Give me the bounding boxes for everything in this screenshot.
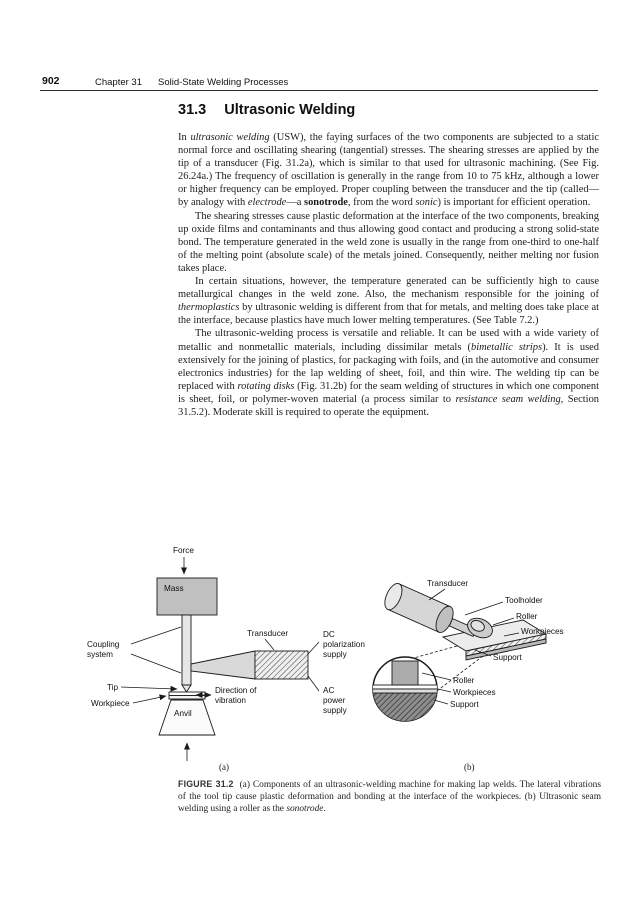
figure-diagram	[85, 543, 600, 778]
tip-pointer-arrow	[121, 687, 177, 689]
pointer-line	[131, 654, 181, 673]
pointer-line	[429, 589, 445, 600]
ac-supply-label-line1: AC	[323, 686, 335, 695]
sublabel-a: (a)	[219, 762, 229, 772]
toolholder-label: Toolholder	[505, 596, 543, 605]
direction-label-line2: vibration	[215, 696, 246, 705]
inset-roller	[392, 661, 418, 685]
running-head	[0, 75, 636, 89]
pointer-line	[465, 602, 503, 615]
workpieces-label: Workpieces	[521, 627, 564, 636]
diagram-b	[369, 579, 564, 772]
paragraph-1: In ultrasonic welding (USW), the faying surfaces of the two components are subjected to a static normal force and oscillating shearing (tangential) stresses. The shearing stresses are applied by the tip of a transducer (Fig. 31.2a), which is similar to that used for ultrasonic machining. (See Fig. 26.24a.) The frequency of oscillation is generally in the range from 10 to 75 kHz, although a lower or higher frequency can be employed. Proper coupling between the transducer and the tip (called—by analogy with electrode—a sonotrode, from the word sonic) is important for efficient operation.	[178, 132, 599, 209]
force-label: Force	[173, 546, 194, 555]
inset-support-label: Support	[450, 700, 479, 709]
dc-supply-label-line2: polarization	[323, 640, 365, 649]
body-text	[178, 131, 599, 419]
dc-lead-wire	[308, 642, 319, 654]
sublabel-b: (b)	[464, 762, 475, 772]
transducer-horn	[191, 651, 255, 679]
tip-shape	[182, 685, 191, 692]
paragraph-3: In certain situations, however, the temperature generated can be sufficiently high to cause metallurgical changes in the weld zone. Also, the mechanism responsible for the joining of thermoplastics by ultrasonic welding is different from that for metals, and melting does take place at the interface, because plastics have much lower melting temperatures. (See Table 7.2.)	[178, 276, 599, 327]
tip-label: Tip	[107, 683, 119, 692]
section-title: Ultrasonic Welding	[224, 102, 356, 118]
section-heading	[178, 102, 355, 118]
inset-workpiece-upper	[369, 685, 441, 689]
chapter-number: Chapter 31	[95, 76, 143, 88]
inset-workpiece-lower	[369, 689, 441, 693]
dc-supply-label-line3: supply	[323, 650, 347, 659]
dc-supply-label-line1: DC	[323, 630, 335, 639]
ac-supply-label-line3: supply	[323, 706, 347, 715]
workpiece-lower	[169, 696, 205, 700]
diagram-a	[87, 546, 365, 772]
transducer-a-label: Transducer	[247, 629, 289, 638]
anvil-label: Anvil	[174, 709, 192, 718]
ac-supply-label-line2: power	[323, 696, 346, 705]
inset-workpieces-label: Workpieces	[453, 688, 496, 697]
roller-label: Roller	[516, 612, 538, 621]
header-rule	[40, 90, 598, 91]
coupling-shaft	[182, 615, 191, 685]
inset-roller-label: Roller	[453, 676, 475, 685]
transducer-b-label: Transducer	[427, 579, 469, 588]
paragraph-4: The ultrasonic-welding process is versatile and reliable. It can be used with a wide variety of metallic and nonmetallic materials, including dissimilar metals (bimetallic strips). It is used extensively for the joining of plastics, for packaging with foils, and (in the automotive and consumer electronics industries) for the lap welding of sheet, foil, and thin wire. The welding tip can be replaced with rotating disks (Fig. 31.2b) for the seam welding of structures in which one component is sheet, foil, or polymer-woven material (a process similar to resistance seam welding, Section 31.5.2). Moderate skill is required to operate the equipment.	[178, 328, 600, 418]
paragraph-2: The shearing stresses cause plastic deformation at the interface of the two components, breaking up oxide films and contaminants and thus allowing good contact and producing a strong solid-state bond. The temperature generated in the weld zone is usually in the range from one-third to one-half of the melting point (absolute scale) of the metals joined. Consequently, neither melting nor fusion takes place.	[178, 210, 599, 274]
pointer-line	[438, 689, 451, 692]
pointer-line	[265, 639, 274, 650]
figure-caption-text: (a) Components of an ultrasonic-welding machine for making lap welds. The lateral vibrations of the tool tip cause plastic deformation and bonding at the interface of the workpieces. (b) Ultrasonic seam welding using a roller as the sonotrode.	[178, 780, 601, 814]
pointer-line	[131, 627, 181, 644]
ac-lead-wire	[308, 676, 319, 691]
section-number: 31.3	[178, 102, 207, 118]
support-label: Support	[493, 653, 522, 662]
figure-caption	[178, 779, 601, 816]
figure-caption-label: FIGURE 31.2	[178, 779, 234, 789]
figure-31-2	[85, 543, 600, 778]
transducer-coil	[255, 651, 308, 679]
inset-support	[369, 693, 441, 727]
direction-label-line1: Direction of	[215, 686, 257, 695]
pointer-line	[434, 700, 448, 704]
coupling-label-line2: system	[87, 650, 113, 659]
chapter-title: Solid-State Welding Processes	[158, 76, 289, 88]
workpiece-label: Workpiece	[91, 699, 130, 708]
workpiece-pointer-arrow	[133, 696, 166, 703]
page-number: 902	[42, 75, 60, 87]
mass-label: Mass	[164, 584, 184, 593]
coupling-label-line1: Coupling	[87, 640, 120, 649]
